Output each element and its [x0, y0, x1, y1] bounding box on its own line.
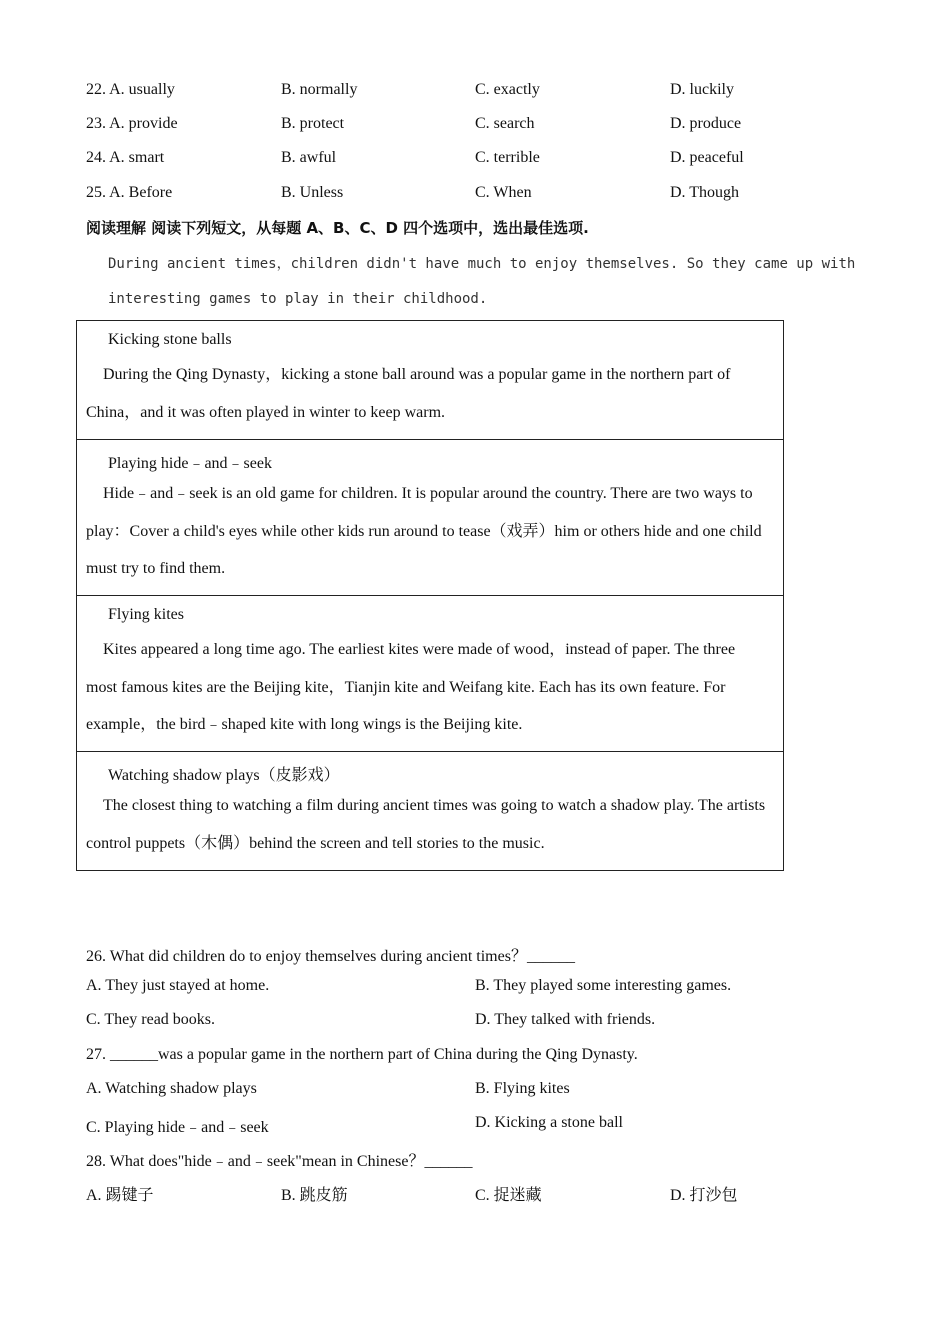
passage-body: Hide﹣and﹣seek is an old game for children. It is popular around the country. There are two ways to play：Cover a child's eyes while other kids run around to tease（戏弄）him or others hide and one child must try to find them.	[86, 485, 762, 577]
option-c: C. search	[475, 115, 535, 132]
option-b: B. They played some interesting games.	[475, 977, 732, 994]
option-b: B. protect	[281, 115, 345, 132]
choice-row-23	[86, 115, 866, 137]
option-d: D. 打沙包	[670, 1187, 738, 1204]
option-d: D. luckily	[670, 81, 734, 98]
option-a: 24. A. smart	[86, 149, 165, 166]
option-d: D. Kicking a stone ball	[475, 1114, 623, 1131]
option-c: C. When	[475, 184, 532, 201]
option-a: 25. A. Before	[86, 184, 173, 201]
question-28-stem: 28. What does"hide﹣and﹣seek"mean in Chinese？______	[86, 1153, 473, 1170]
option-c: C. Playing hide﹣and﹣seek	[86, 1119, 269, 1136]
question-26-stem: 26. What did children do to enjoy themselves during ancient times？______	[86, 948, 575, 965]
option-b: B. Unless	[281, 184, 344, 201]
passage-body: During the Qing Dynasty，kicking a stone ball around was a popular game in the northern part of China，and it was often played in winter to keep warm.	[86, 366, 731, 421]
choice-row-25	[86, 184, 866, 206]
option-b: B. awful	[281, 149, 337, 166]
option-d: D. Though	[670, 184, 740, 201]
intro-line-1: During ancient times，children didn't have much to enjoy themselves. So they came up with	[108, 256, 856, 272]
question-26-options-row-1	[86, 977, 866, 999]
option-c: C. exactly	[475, 81, 540, 98]
section-heading: 阅读理解 阅读下列短文，从每题 A、B、C、D 四个选项中，选出最佳选项.	[86, 219, 589, 237]
option-d: D. produce	[670, 115, 742, 132]
option-b: B. 跳皮筋	[281, 1187, 348, 1204]
option-b: B. normally	[281, 81, 358, 98]
passage-title: Watching shadow plays（皮影戏）	[108, 767, 340, 784]
passage-cell-hide-and-seek	[77, 440, 783, 596]
choice-row-22	[86, 81, 866, 103]
option-c: C. terrible	[475, 149, 540, 166]
option-b: B. Flying kites	[475, 1080, 570, 1097]
option-a: 23. A. provide	[86, 115, 178, 132]
question-27-options-row-2	[86, 1114, 866, 1136]
option-c: C. 捉迷藏	[475, 1187, 542, 1204]
option-a: A. 踢键子	[86, 1187, 154, 1204]
question-27-options-row-1	[86, 1080, 866, 1102]
question-28-options	[86, 1182, 866, 1204]
passage-cell-kicking	[77, 321, 783, 440]
option-a: 22. A. usually	[86, 81, 175, 98]
intro-line-2: interesting games to play in their childhood.	[108, 291, 488, 307]
option-a: A. They just stayed at home.	[86, 977, 270, 994]
passage-title: Kicking stone balls	[108, 331, 232, 348]
option-d: D. They talked with friends.	[475, 1011, 656, 1028]
option-c: C. They read books.	[86, 1011, 216, 1028]
passage-body: The closest thing to watching a film during ancient times was going to watch a shadow play. The artists control puppets（木偶）behind the screen and tell stories to the music.	[86, 797, 766, 852]
choice-row-24	[86, 149, 866, 171]
passage-cell-shadow-plays	[77, 752, 783, 870]
passage-cell-kites	[77, 596, 783, 752]
option-d: D. peaceful	[670, 149, 744, 166]
option-a: A. Watching shadow plays	[86, 1080, 257, 1097]
question-26-options-row-2	[86, 1011, 866, 1033]
passage-title: Flying kites	[108, 606, 185, 623]
question-27-stem: 27. ______was a popular game in the northern part of China during the Qing Dynasty.	[86, 1046, 638, 1063]
passage-title: Playing hide﹣and﹣seek	[108, 455, 272, 472]
passage-table	[76, 320, 784, 871]
passage-body: Kites appeared a long time ago. The earliest kites were made of wood，instead of paper. The three most famous kites are the Beijing kite，Tianjin kite and Weifang kite. Each has its own feature. For example，the bird﹣shaped kite with long wings is the Beijing kite.	[86, 641, 736, 733]
